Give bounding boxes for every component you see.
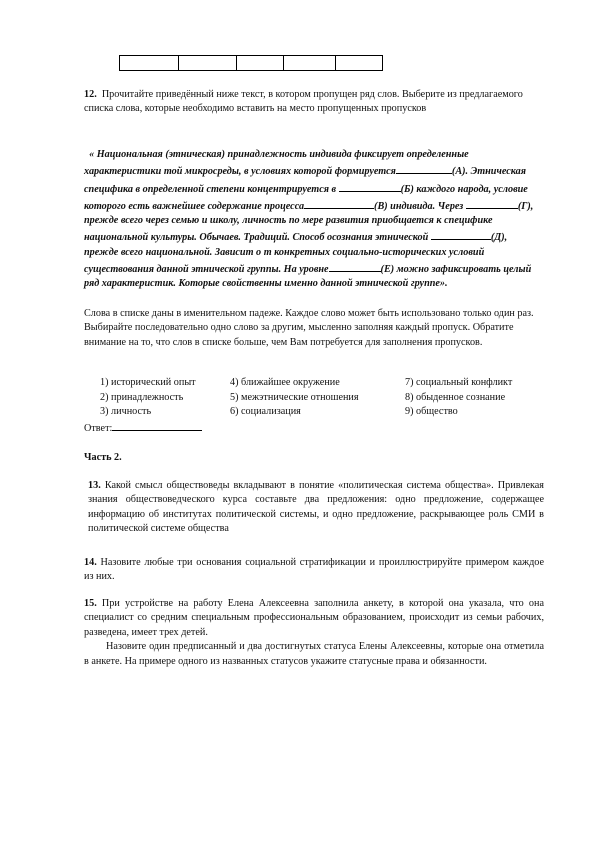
q13-text: Какой смысл обществоведы вкладывают в понятие «политическая система общества». Привлекая знания обществоведческого курса составьте два предложения: одно предложение, содержащее информацию об институтах политической системы, и одно предложение, раскрывающее роль СМИ в политической системе общества <box>88 480 544 535</box>
option-3: 3) личность <box>100 406 152 417</box>
passage-part-g: (Е) можно зафиксировать целый ряд характеристик. Которые свойственны именно данной этнической группе». <box>84 264 532 290</box>
part2-title: Часть 2. <box>84 452 122 463</box>
blank-f[interactable] <box>329 260 381 272</box>
q13 <box>88 479 544 537</box>
answer-cell[interactable] <box>237 56 284 71</box>
passage-part-f: (Д), прежде всего национальной. Зависит о т конкретных социально-исторических условий существования данной этнической группы. На уровне <box>84 232 508 276</box>
q14-text: Назовите любые три основания социальной стратификации и проиллюстрируйте примером каждое из них. <box>84 557 544 583</box>
option-4: 4) ближайшее окружение <box>230 377 340 388</box>
blank-b[interactable] <box>339 180 401 192</box>
options-row <box>100 376 540 391</box>
blank-d[interactable] <box>466 197 518 209</box>
answer-cell[interactable] <box>336 56 383 71</box>
q12-prompt <box>84 88 528 117</box>
q13-number: 13. <box>88 480 101 491</box>
blank-a[interactable] <box>396 162 452 174</box>
q15-text-1: При устройстве на работу Елена Алексеевна заполнила анкету, в которой она указала, что она специалист со средним специальным профессиональным образованием, происходит из семьи рабочих, разведена, имеет трех детей. <box>84 598 544 638</box>
passage-part-d: (В) индивида. Через <box>374 200 464 212</box>
q12-number: 12. <box>84 89 97 100</box>
option-1: 1) исторический опыт <box>100 377 196 388</box>
answer-cell[interactable] <box>179 56 237 71</box>
q12-prompt-text: Прочитайте приведённый ниже текст, в котором пропущен ряд слов. Выберите из предлагаемого списка слова, которые необходимо вставить на место пропущенных пропусков <box>84 89 523 115</box>
passage-part-e: (Г), прежде всего через семью и школу, личность по мере развития приобщается к специфике национальной культуры. Обычаев. Традиций. Способ осознания этнической <box>84 200 534 244</box>
q12-passage <box>84 148 542 292</box>
q12-instructions: Слова в списке даны в именительном падеже. Каждое слово может быть использовано только один раз. Выбирайте последовательно одно слово за другим, мысленно заполняя каждый пропуск. Обратите внимание на то, что слов в списке больше, чем Вам потребуется для заполнения пропусков. <box>84 308 534 348</box>
q15 <box>84 597 544 669</box>
option-7: 7) социальный конфликт <box>405 377 513 388</box>
option-8: 8) обыденное сознание <box>405 391 506 403</box>
option-5: 5) межэтнические отношения <box>230 391 359 403</box>
q14-number: 14. <box>84 557 97 568</box>
answer-cell[interactable] <box>120 56 179 71</box>
q12-options-list <box>100 376 540 420</box>
answer-grid <box>119 55 383 71</box>
passage-part-b: (А). Этническая специфика в определенной степени концентрируется в <box>84 166 526 195</box>
q15-text-2: Назовите один предписанный и два достигнутых статуса Елены Алексеевны, которые она отметила в анкете. На примере одного из названных статусов укажите статусные права и обязанности. <box>84 641 544 667</box>
option-2: 2) принадлежность <box>100 391 184 403</box>
passage-part-c: (Б) каждого народа, условие которого есть важнейшее содержание процесса <box>84 183 528 212</box>
passage-part-a: « Национальная (этническая) принадлежность индивида фиксирует определенные характеристики той микросреды, в условиях которой формируется <box>84 149 469 178</box>
q15-number: 15. <box>84 598 97 609</box>
option-6: 6) социализация <box>230 406 301 417</box>
blank-c[interactable] <box>304 197 374 209</box>
q12-answer-line <box>84 419 202 436</box>
blank-e[interactable] <box>431 228 491 240</box>
options-row <box>100 391 540 406</box>
answer-cell[interactable] <box>284 56 336 71</box>
option-9: 9) общество <box>405 406 458 417</box>
answer-blank[interactable] <box>112 419 202 431</box>
q14 <box>84 556 544 585</box>
answer-label: Ответ: <box>84 423 113 434</box>
options-row <box>100 405 540 420</box>
